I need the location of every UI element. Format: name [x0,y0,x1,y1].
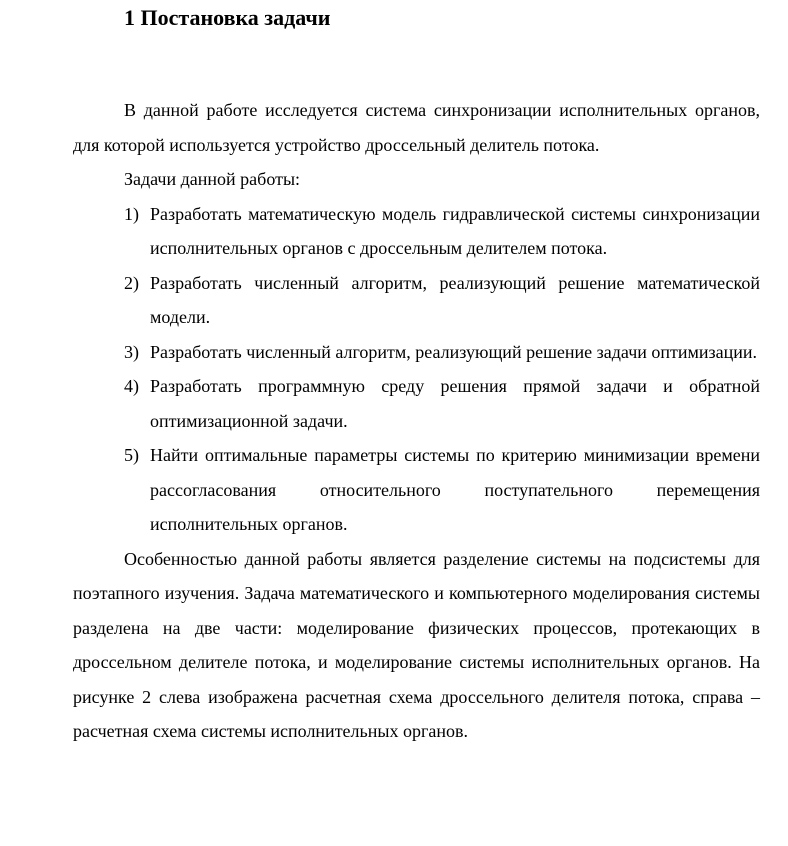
list-item-text: Разработать численный алгоритм, реализующий решение математической модели. [150,272,760,327]
document-page [73,0,760,749]
feature-paragraph: Особенностью данной работы является разделение системы на подсистемы для поэтапного изучения. Задача математического и компьютерного моделирования системы разделена на две части: моделирование физических процессов, протекающих в дроссельном делителе потока, и моделирование системы исполнительных органов. На рисунке 2 слева изображена расчетная схема дроссельного делителя потока, справа – расчетная схема системы исполнительных органов. [73,548,760,741]
list-item [73,197,760,266]
list-item-text: Найти оптимальные параметры системы по критерию минимизации времени рассогласования относительного поступательного перемещения исполнительных органов. [150,445,760,534]
intro-paragraph: В данной работе исследуется система синхронизации исполнительных органов, для которой используется устройство дроссельный делитель потока. [73,100,760,155]
tasks-list [73,197,760,542]
section-heading: 1 Постановка задачи [124,5,331,30]
list-item-text: Разработать математическую модель гидравлической системы синхронизации исполнительных органов с дроссельным делителем потока. [150,203,760,258]
list-item [73,335,760,370]
list-item-number: 4) [124,376,139,396]
list-item [73,266,760,335]
list-item [73,438,760,542]
list-item [73,369,760,438]
tasks-title: Задачи данной работы: [124,169,301,189]
list-item-text: Разработать численный алгоритм, реализующий решение задачи оптимизации. [150,341,758,362]
list-item-text: Разработать программную среду решения прямой задачи и обратной оптимизационной задачи. [150,376,760,431]
list-item-number: 1) [124,203,139,224]
list-item-number: 2) [124,272,139,293]
list-item-number: 3) [124,341,139,362]
list-item-number: 5) [124,445,139,465]
document-body [73,93,760,749]
